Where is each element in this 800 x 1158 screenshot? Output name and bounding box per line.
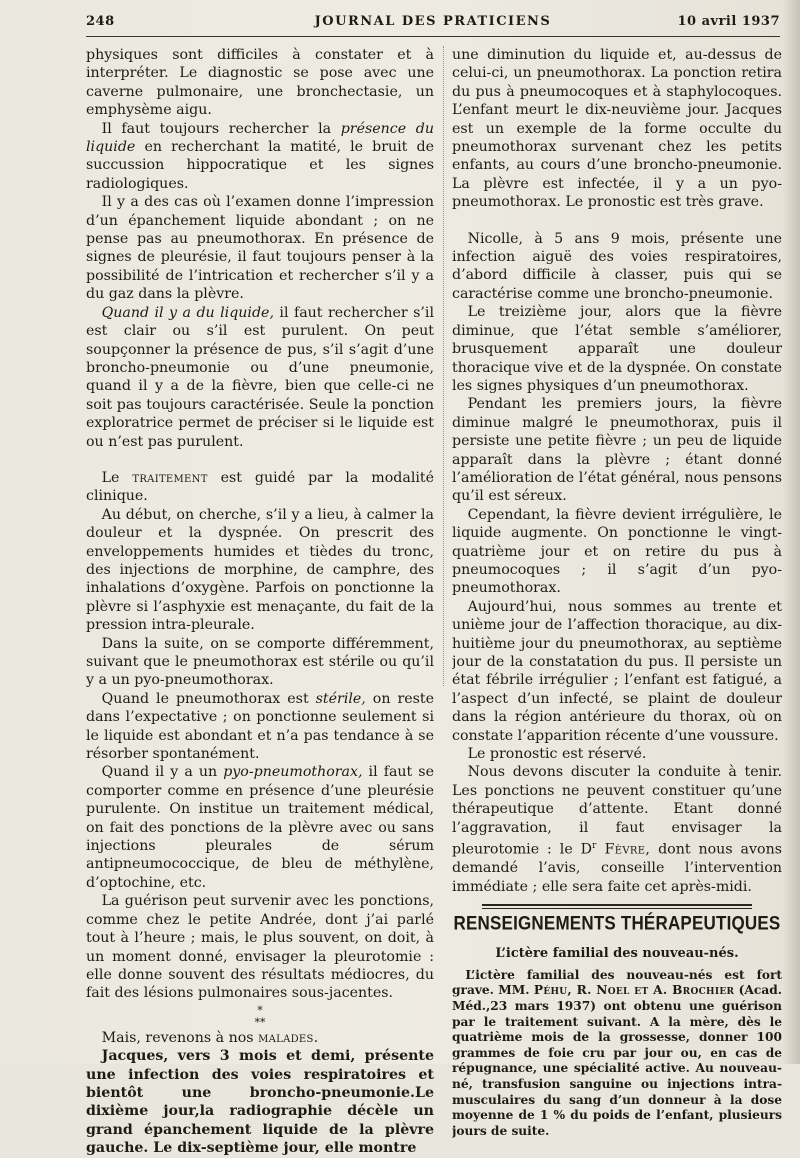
running-header bbox=[86, 14, 780, 36]
article-body bbox=[452, 968, 782, 1140]
paragraph: Quand il y a un pyo-pneumothorax, il faut se comporter comme en présence d’une pleurésie purulente. On institue un traitement médical, on fait des ponctions de la plèvre avec ou sans injections pleurales de sérum antipneumococcique, de bleu de méthylène, d’optochine, etc. bbox=[86, 764, 434, 891]
page-binding-shadow bbox=[782, 0, 800, 1064]
paragraph: Jacques, vers 3 mois et demi, présente une infection des voies respiratoires et bientôt une broncho-pneumonie.Le dixième jour,la radiographie décèle un grand épanchement liquide de la plèvre gauche. Le dix-septième jour, elle montre bbox=[86, 1048, 434, 1157]
issue-date: 10 avril 1937 bbox=[677, 14, 780, 29]
paragraph: La guérison peut survenir avec les ponctions, comme chez le petite Andrée, dont j’ai parlé tout à l’heure ; mais, le plus souvent, on doit, à un moment donné, envisager la pleurotomie : elle donne souvent des résultats médiocres, du fait des lésions pulmonaires sous-jacentes. bbox=[86, 893, 434, 1002]
paragraph: Mais, revenons à nos malades. bbox=[101, 1029, 319, 1046]
column-divider bbox=[443, 46, 444, 686]
paragraph: Cependant, la fièvre devient irrégulière, le liquide augmente. On ponctionne le vingt-quatrième jour et on retire du pus à pneumocoques ; il s’agit d’un pyo-pneumothorax. bbox=[452, 506, 782, 597]
paragraph: Nous devons discuter la conduite à tenir. Les ponctions ne peuvent constituer qu’une thérapeutique d’attente. Etant donné l’aggravation, il faut envisager la pleurotomie : le $D^r$ Fèvre, dont nous avons demandé l’avis, conseille l’intervention immédiate ; elle sera faite cet après-midi. bbox=[452, 764, 782, 895]
paragraph: une diminution du liquide et, au-dessus de celui-ci, un pneumothorax. La ponction retira du pus à pneumocoques et à staphylocoques. L’enfant meurt le dix-neuvième jour. Jacques est un exemple de la forme occulte du pneumothorax survenant chez les petits enfants, au cours d’une broncho-pneumonie. La plèvre est infectée, il y a un pyo-pneumothorax. Le pronostic est très grave. bbox=[452, 47, 782, 211]
paragraph: Le pronostic est réservé. bbox=[467, 746, 647, 763]
right-column bbox=[452, 46, 782, 1139]
paragraph: physiques sont difficiles à constater et à interpréter. Le diagnostic se pose avec une caverne pulmonaire, une bronchectasie, un emphysème aigu. bbox=[86, 47, 434, 119]
journal-title: JOURNAL DES PRATICIENS bbox=[314, 14, 552, 29]
paragraph: Quand le pneumothorax est stérile, on reste dans l’expectative ; on ponctionne seulement si le liquide est abondant et n’a pas tendance à se résorber spontanément. bbox=[86, 690, 434, 763]
paragraph: Aujourd’hui, nous sommes au trente et unième jour de l’affection thoracique, au dix-huitième jour du pneumothorax, au septième jour de la constatation du pus. Il persiste un état fébrile irrégulier ; l’enfant est fatigué, a l’aspect d’un infecté, se plaint de douleur dans la région antérieure du thorax, où on constate l’apparition récente d’une voussure. bbox=[452, 598, 782, 744]
paragraph: Quand il y a du liquide, il faut rechercher s’il est clair ou s’il est purulent. On peut soupçonner la présence de pus, s’il s’agit d’une broncho-pneumonie ou d’une pneumonie, quand il y a de la fièvre, bien que celle-ci ne soit pas toujours caractérisée. Seule la ponction exploratrice permet de préciser si le liquide est ou n’est pas purulent. bbox=[86, 304, 434, 450]
paragraph: Le traitement est guidé par la modalité clinique. bbox=[86, 469, 434, 505]
paragraph: Il faut toujours rechercher la présence du liquide en recherchant la matité, le bruit de succussion hippocratique et les signes radiologiques. bbox=[86, 120, 434, 192]
paragraph: Dans la suite, on se comporte différemment, suivant que le pneumothorax est stérile ou qu’il y a un pyo-pneumothorax. bbox=[86, 635, 434, 689]
section-rule bbox=[482, 904, 752, 909]
section-separator-stars: * ** bbox=[254, 1003, 266, 1029]
header-rule bbox=[86, 36, 780, 37]
paragraph: Le treizième jour, alors que la fièvre diminue, que l’état semble s’améliorer, brusquement apparaît une douleur thoracique vive et de la dyspnée. On constate les signes physiques d’un pneumothorax. bbox=[452, 304, 782, 394]
left-column bbox=[86, 46, 434, 1158]
page-number: 248 bbox=[86, 14, 115, 29]
paragraph: Nicolle, à 5 ans 9 mois, présente une infection aiguë des voies respiratoires, d’abord difficile à classer, puis qui se caractérise comme une broncho-pneumonie. bbox=[452, 230, 782, 302]
paragraph: Pendant les premiers jours, la fièvre diminue malgré le pneumothorax, puis il persiste une petite fièvre ; un peu de liquide apparaît dans la plèvre ; étant donné l’amélioration de l’état général, nous pensons qu’il est séreux. bbox=[452, 396, 782, 505]
paragraph: Au début, on cherche, s’il y a lieu, à calmer la douleur et la dyspnée. On prescrit des enveloppements humides et tièdes du tronc, des injections de morphine, de camphre, des inhalations d’oxygène. Parfois on ponctionne la plèvre si l’asphyxie est menaçante, du fait de la pression intra-pleurale. bbox=[86, 506, 434, 634]
section-title: RENSEIGNEMENTS THÉRAPEUTIQUES bbox=[453, 912, 781, 935]
article-subheading: L’ictère familial des nouveau-nés. bbox=[495, 946, 739, 962]
paragraph: Il y a des cas où l’examen donne l’impression d’un épanchement liquide abondant ; on ne pense pas au pneumothorax. En présence de signes de pleurésie, il faut toujours penser à la possibilité de l’intrication et rechercher s’il y a du gaz dans la plèvre. bbox=[86, 194, 434, 303]
paragraph: L’ictère familial des nouveau-nés est fort grave. MM. Péhu, R. Noel et A. Brochier (Acad. Méd.,23 mars 1937) ont obtenu une guérison par le traitement suivant. A la mère, dès le quatrième mois de la grossesse, donner 100 grammes de foie cru par jour ou, en cas de répugnance, une spécialité active. Au nouveau-né, transfusion sanguine ou injections intra-musculaires du sang d’un donneur à la dose moyenne de 1 % du poids de l’enfant, plusieurs jours de suite. bbox=[452, 967, 782, 1138]
